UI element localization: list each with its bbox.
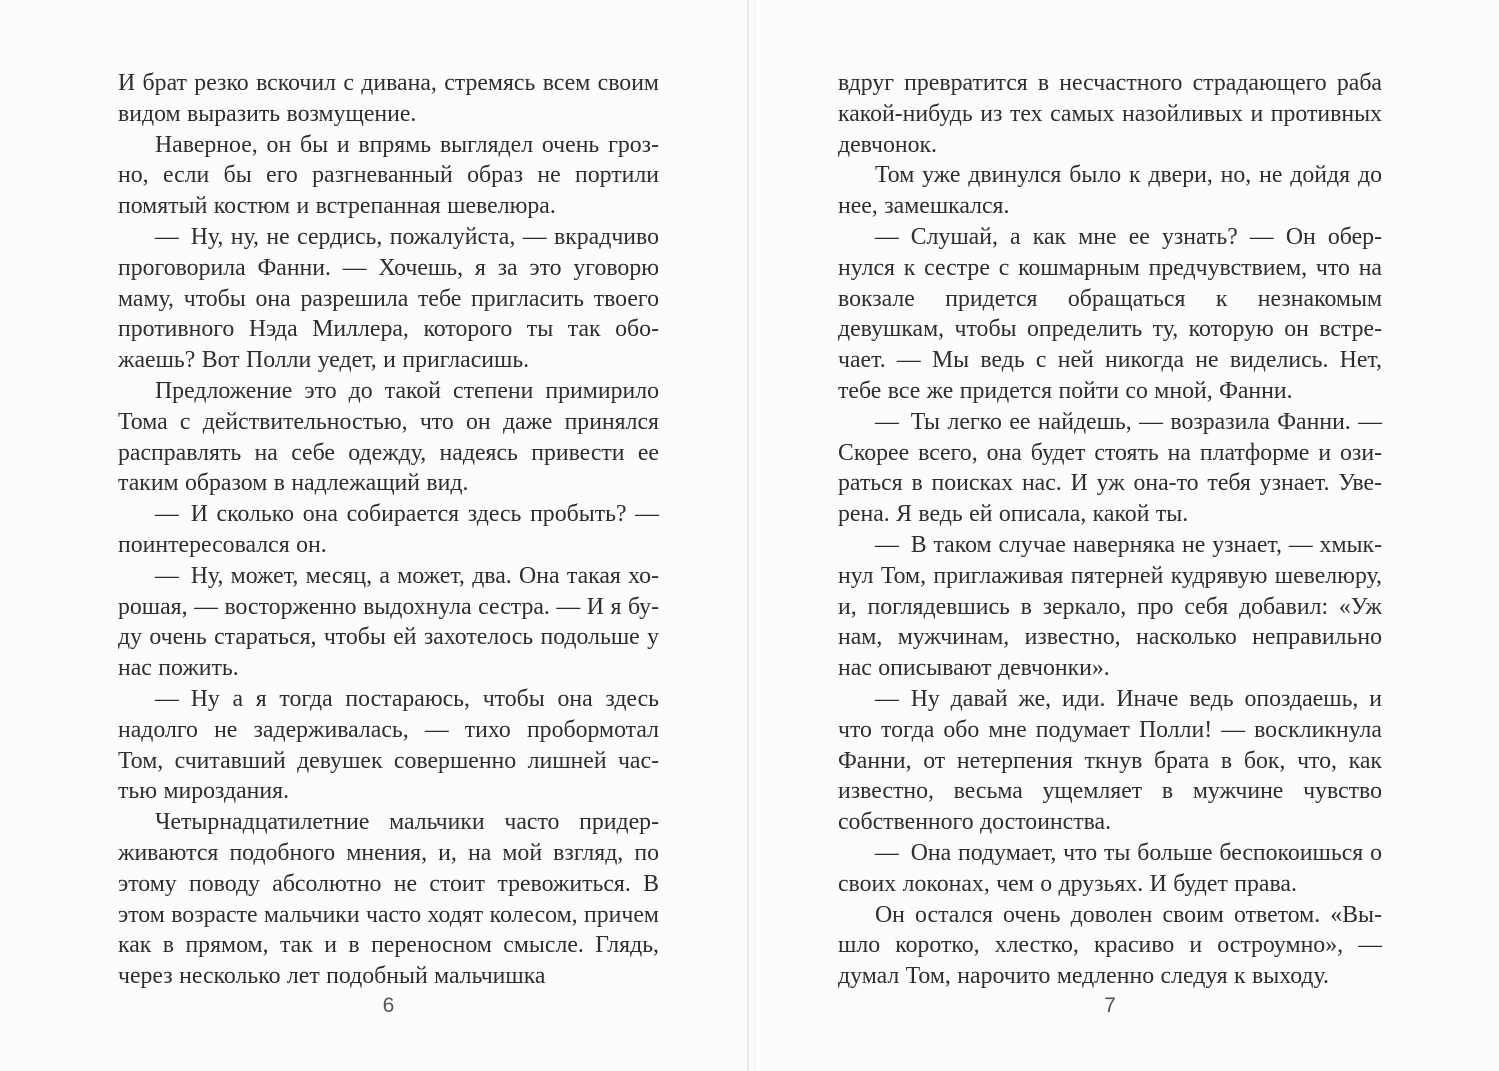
paragraph: — Ну, может, месяц, а может, два. Она такая хорошая, — восторженно выдохнула сестра. — И я буду очень стараться, чтобы ей захотелось подольше у нас пожить. — [118, 562, 659, 682]
paragraph: Он остался очень доволен своим ответом. «Вышло коротко, хлестко, красиво и остроумно», — думал Том, нарочито медленно следуя к выходу. — [838, 901, 1382, 990]
paragraph: — Ну давай же, иди. Иначе ведь опоздаешь, и что тогда обо мне подумает Полли! — воскликнула Фанни, от нетерпения ткнув брата в бок, что, как известно, весьма ущемляет в мужчине чувство собственного достоинства. — [838, 685, 1382, 836]
paragraph: — В таком случае наверняка не узнает, — хмыкнул Том, приглаживая пятерней кудрявую шевелюру, и, поглядевшись в зеркало, про себя добавил: «Уж нам, мужчинам, известно, насколько неправильно нас описывают девчонки». — [838, 531, 1382, 682]
paragraph: — Ну а я тогда постараюсь, чтобы она здесь надолго не задерживалась, — тихо пробормотал Том, считавший девушек совершенно лишней частью мироздания. — [118, 685, 659, 805]
paragraph: Том уже двинулся было к двери, но, не дойдя до нее, замешкался. — [838, 162, 1382, 220]
page-number-left: 6 — [382, 994, 395, 1017]
paragraph: вдруг превратится в несчастного страдающего раба какой-нибудь из тех самых назойливых и противных девчонок. — [838, 70, 1382, 158]
paragraph: — Ты легко ее найдешь, — возразила Фанни. — Скорее всего, она будет стоять на платформе и озираться в поисках нас. И уж она-то тебя узнает. Уверена. Я ведь ей описала, какой ты. — [838, 408, 1382, 528]
page-left-text — [118, 68, 659, 992]
page-gutter-shadow — [754, 0, 755, 1071]
page-right-text — [838, 68, 1382, 992]
paragraph: Четырнадцатилетние мальчики часто придерживаются подобного мнения, и, на мой взгляд, по этому поводу абсолютно не стоит тревожиться. В этом возрасте мальчики часто ходят колесом, причем как в прямом, так и в переносном смысле. Глядь, через несколько лет подобный мальчишка — [118, 809, 659, 990]
paragraph: Предложение это до такой степени примирило Тома с действительностью, что он даже принялся расправлять на себе одежду, надеясь привести ее таким образом в надлежащий вид. — [118, 377, 659, 497]
paragraph: — И сколько она собирается здесь пробыть? — поинтересовался он. — [118, 501, 659, 558]
paragraph: — Ну, ну, не сердись, пожалуйста, — вкрадчиво проговорила Фанни. — Хочешь, я за это уговорю маму, чтобы она разрешила тебе пригласить твоего противного Нэда Миллера, которого ты так обожаешь? Вот Полли уедет, и пригласишь. — [118, 223, 659, 374]
page-gutter-divider — [747, 0, 749, 1071]
paragraph: — Слушай, а как мне ее узнать? — Он обернулся к сестре с кошмарным предчувствием, что на вокзале придется обращаться к незнакомым девушкам, чтобы определить ту, которую он встречает. — Мы ведь с ней никогда не виделись. Нет, тебе все же придется пойти со мной, Фанни. — [838, 223, 1382, 404]
page-number-right: 7 — [1104, 994, 1116, 1017]
paragraph: И брат резко вскочил с дивана, стремясь всем своим видом выразить возмущение. — [118, 70, 659, 127]
paragraph: Наверное, он бы и впрямь выглядел очень грозно, если бы его разгневанный образ не портили помятый костюм и встрепанная шевелюра. — [118, 131, 659, 220]
paragraph: — Она подумает, что ты больше беспокоишься о своих локонах, чем о друзьях. И будет права. — [838, 839, 1382, 897]
